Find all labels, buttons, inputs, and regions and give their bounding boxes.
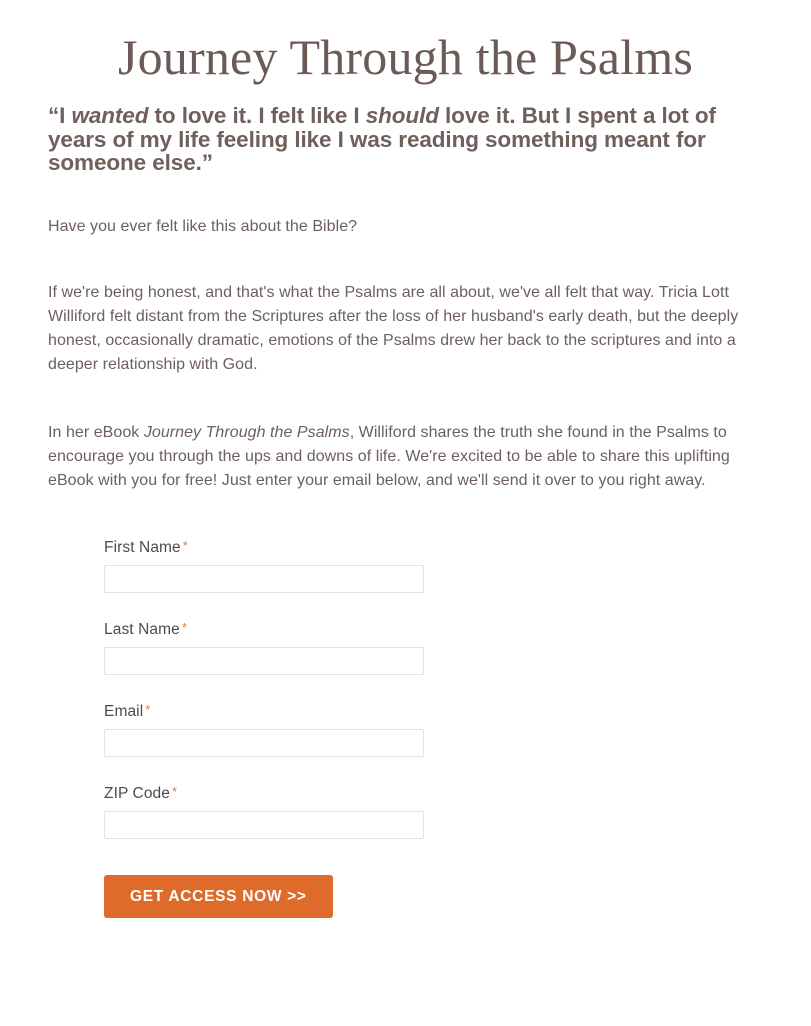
paragraph-offer bbox=[48, 421, 748, 493]
content-column bbox=[48, 104, 748, 493]
field-zip-code bbox=[104, 784, 664, 839]
pull-quote-emphasis-should: should bbox=[365, 103, 439, 128]
required-asterisk-last-name: * bbox=[181, 620, 188, 635]
required-asterisk-email: * bbox=[145, 702, 151, 717]
submit-row bbox=[104, 875, 664, 918]
label-first-name-text: First Name bbox=[104, 539, 181, 556]
pull-quote-part2: to love it. I felt like I bbox=[148, 103, 366, 128]
offer-part1: In her eBook bbox=[48, 423, 144, 441]
pull-quote bbox=[48, 104, 748, 175]
offer-part2: , Williford shares the truth she found in the Psalms to encourage you through the ups and downs of life. We're excited to be able to share this uplifting eBook with you for free! Just enter your email below, and we'll send it over to you right away. bbox=[48, 423, 730, 489]
lead-capture-form bbox=[104, 538, 664, 918]
paragraph-question: Have you ever felt like this about the Bible? bbox=[48, 217, 358, 235]
required-asterisk-first-name: * bbox=[182, 538, 188, 553]
field-last-name bbox=[104, 620, 664, 675]
label-email bbox=[104, 702, 664, 722]
pull-quote-emphasis-wanted: wanted bbox=[71, 103, 149, 128]
label-last-name-text: Last Name bbox=[104, 621, 180, 638]
field-first-name bbox=[104, 538, 664, 593]
pull-quote-part1: “I bbox=[48, 103, 72, 128]
get-access-now-button[interactable]: GET ACCESS NOW >> bbox=[104, 875, 333, 918]
label-first-name bbox=[104, 538, 664, 558]
label-last-name bbox=[104, 620, 664, 640]
field-email bbox=[104, 702, 664, 757]
zip-code-input[interactable] bbox=[104, 811, 424, 839]
label-email-text: Email bbox=[104, 703, 144, 720]
first-name-input[interactable] bbox=[104, 565, 424, 593]
label-zip-code-text: ZIP Code bbox=[104, 785, 170, 802]
paragraph-story: If we're being honest, and that's what the Psalms are all about, we've all felt that way. Tricia Lott Williford felt distant from the Scriptures after the loss of her husband's early death, but the deeply honest, occasionally dramatic, emotions of the Psalms drew her back to the scriptures and into a deeper relationship with God. bbox=[48, 283, 739, 373]
email-input[interactable] bbox=[104, 729, 424, 757]
pull-quote-part3: love it. But I spent a lot of years of my life feeling like I was reading something meant for someone else.” bbox=[48, 103, 716, 175]
offer-book-title: Journey Through the Psalms bbox=[143, 423, 350, 441]
required-asterisk-zip-code: * bbox=[172, 784, 178, 799]
label-zip-code bbox=[104, 784, 664, 804]
page-title: Journey Through the Psalms bbox=[117, 29, 694, 85]
last-name-input[interactable] bbox=[104, 647, 424, 675]
